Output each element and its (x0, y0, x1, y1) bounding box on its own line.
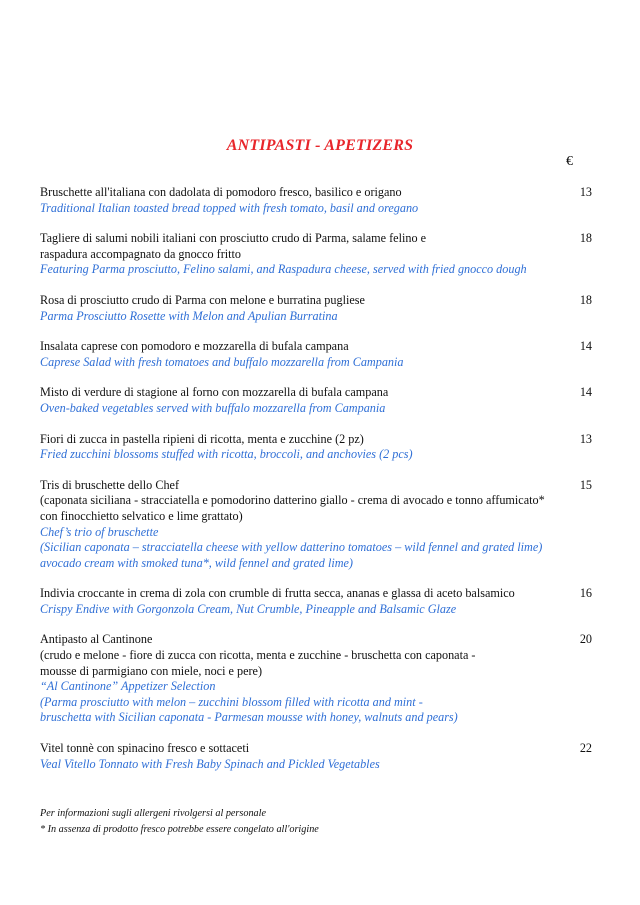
frozen-note: * In assenza di prodotto fresco potrebbe essere congelato all'origine (40, 823, 319, 835)
menu-item-description (40, 478, 565, 572)
menu-item-price: 13 (579, 431, 592, 446)
italian-description-line: Bruschette all'italiana con dadolata di pomodoro fresco, basilico e origano (40, 185, 402, 199)
italian-description-line: Tagliere di salumi nobili italiani con prosciutto crudo di Parma, salame felino e (40, 231, 426, 246)
allergen-note: Per informazioni sugli allergeni rivolgersi al personale (40, 808, 266, 819)
menu-item (40, 339, 592, 370)
menu-item-description (40, 293, 565, 324)
english-description-line: (Sicilian caponata – stracciatella cheese with yellow datterino tomatoes – wild fennel and grated lime) (40, 540, 543, 555)
menu-item-description (40, 632, 565, 726)
english-description-line: bruschetta with Sicilian caponata - Parmesan mousse with honey, walnuts and pears) (40, 710, 458, 725)
italian-description-line: mousse di parmigiano con miele, noci e pere) (40, 663, 263, 678)
menu-item-price: 14 (579, 339, 592, 354)
english-description-line: Parma Prosciutto Rosette with Melon and Apulian Burratina (40, 308, 338, 323)
italian-description-line: raspadura accompagnato da gnocco fritto (40, 246, 242, 261)
menu-item (40, 385, 592, 416)
english-description-line: (Parma prosciutto with melon – zucchini blossom filled with ricotta and mint - (40, 694, 423, 709)
english-description-line: Traditional Italian toasted bread topped with fresh tomato, basil and oregano (40, 200, 419, 215)
menu-item-price: 20 (579, 632, 592, 647)
italian-description-line: con finocchietto selvatico e lime grattato) (40, 508, 243, 523)
italian-description-line: Indivia croccante in crema di zola con crumble di frutta secca, ananas e glassa di aceto balsamico (40, 586, 515, 601)
menu-item (40, 586, 592, 617)
italian-description-line: Tris di bruschette dello Chef (40, 477, 180, 492)
menu-item (40, 231, 592, 278)
footer-notes (40, 806, 319, 837)
menu-item (40, 293, 592, 324)
menu-item-price: 18 (579, 231, 592, 246)
english-description-line: “Al Cantinone” Appetizer Selection (40, 679, 216, 694)
italian-description-line: Vitel tonnè con spinacino fresco e sottaceti (40, 741, 250, 756)
menu-item-description (40, 385, 565, 416)
italian-description-line: Insalata caprese con pomodoro e mozzarella di bufala campana (40, 339, 349, 354)
menu-item-price: 13 (579, 185, 592, 199)
menu-item-price: 18 (579, 292, 592, 307)
italian-description-line: Antipasto al Cantinone (40, 632, 153, 647)
english-description-line: Oven-baked vegetables served with buffalo mozzarella from Campania (40, 400, 386, 415)
english-description-line: Crispy Endive with Gorgonzola Cream, Nut Crumble, Pineapple and Balsamic Glaze (40, 601, 457, 616)
english-description-line: Caprese Salad with fresh tomatoes and buffalo mozzarella from Campania (40, 354, 404, 369)
english-description-line: Fried zucchini blossoms stuffed with ricotta, broccoli, and anchovies (2 pcs) (40, 447, 413, 462)
italian-description-line: (caponata siciliana - stracciatella e pomodorino datterino giallo - crema di avocado e tonno affumicato* (40, 493, 545, 508)
menu-item (40, 185, 592, 216)
menu-item-description (40, 185, 565, 216)
italian-description-line: Misto di verdure di stagione al forno con mozzarella di bufala campana (40, 385, 389, 400)
italian-description-line: Rosa di prosciutto crudo di Parma con melone e burratina pugliese (40, 292, 365, 307)
menu-item-description (40, 231, 565, 278)
menu-item-description (40, 586, 565, 617)
italian-description-line: Fiori di zucca in pastella ripieni di ricotta, menta e zucchine (2 pz) (40, 431, 364, 446)
menu-item (40, 432, 592, 463)
menu-item-price: 16 (579, 586, 592, 601)
menu-item-description (40, 741, 565, 772)
menu-item (40, 478, 592, 572)
english-description-line: Chef’s trio of bruschette (40, 524, 159, 539)
menu-item-price: 22 (579, 741, 592, 756)
menu-item-price: 15 (579, 477, 592, 492)
menu-item-description (40, 432, 565, 463)
page-title: ANTIPASTI - APETIZERS (226, 137, 414, 154)
menu-item (40, 741, 592, 772)
menu-item-price: 14 (579, 385, 592, 400)
english-description-line: Featuring Parma prosciutto, Felino salami, and Raspadura cheese, served with fried gnocco dough (40, 262, 527, 277)
menu-list (40, 185, 592, 787)
english-description-line: avocado cream with smoked tuna*, wild fennel and grated lime) (40, 555, 353, 570)
menu-item (40, 632, 592, 726)
italian-description-line: (crudo e melone - fiore di zucca con ricotta, menta e zucchine - bruschetta con caponata - (40, 648, 476, 663)
english-description-line: Veal Vitello Tonnato with Fresh Baby Spinach and Pickled Vegetables (40, 756, 380, 771)
menu-item-description (40, 339, 565, 370)
currency-symbol: € (566, 154, 573, 169)
